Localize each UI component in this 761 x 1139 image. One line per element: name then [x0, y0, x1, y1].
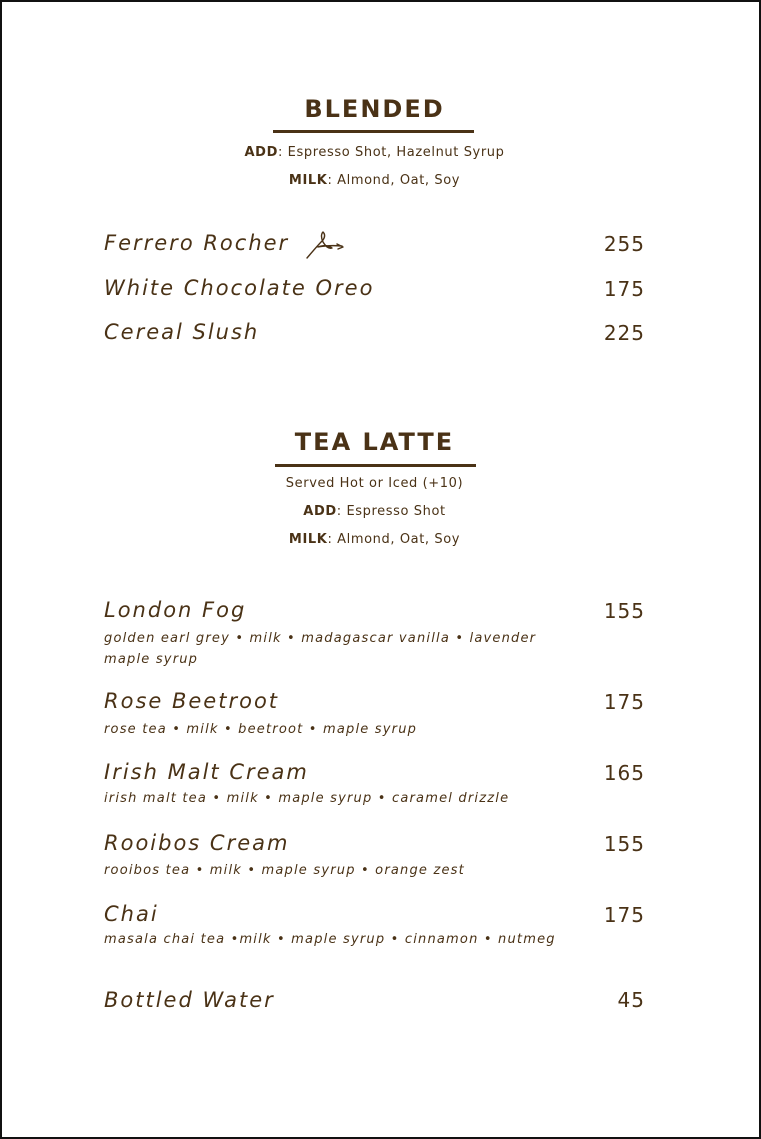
menu-item-price: 225 [603, 321, 645, 345]
menu-item-price: 155 [603, 832, 645, 856]
tea-latte-milk-note [2, 532, 747, 547]
blended-add-text: : Espresso Shot, Hazelnut Syrup [277, 145, 505, 160]
menu-item-description: rose tea • milk • beetroot • maple syrup [104, 722, 418, 737]
menu-item-price: 175 [603, 690, 645, 714]
menu-item-price: 175 [603, 903, 645, 927]
tea-latte-add-note [2, 504, 747, 519]
blended-milk-label: MILK [288, 173, 328, 188]
menu-item-name: Rooibos Cream [104, 831, 290, 855]
menu-item-price: 165 [603, 761, 645, 785]
menu-item-description: rooibos tea • milk • maple syrup • orange zest [104, 863, 465, 878]
menu-item-name: London Fog [104, 598, 247, 622]
tea-latte-add-label: ADD [303, 504, 337, 519]
blended-milk-text: : Almond, Oat, Soy [327, 173, 461, 188]
blended-section-title: BLENDED [304, 95, 445, 123]
tea-latte-milk-label: MILK [288, 532, 328, 547]
menu-item-name: White Chocolate Oreo [104, 276, 375, 300]
tea-latte-section-title: TEA LATTE [294, 428, 455, 456]
menu-item-price: 255 [603, 232, 645, 256]
blended-title-underline [273, 130, 474, 133]
tea-latte-milk-text: : Almond, Oat, Soy [327, 532, 461, 547]
menu-item-price: 175 [603, 277, 645, 301]
blended-add-note [2, 145, 747, 160]
tea-latte-title-underline [275, 464, 476, 467]
blended-add-label: ADD [244, 145, 278, 160]
menu-item-name: Cereal Slush [104, 320, 260, 344]
menu-item-name: Chai [104, 902, 159, 926]
sparkle-flourish-icon [304, 229, 346, 261]
menu-item-name: Bottled Water [104, 988, 275, 1012]
menu-item-name: Rose Beetroot [104, 689, 280, 713]
menu-item-description: irish malt tea • milk • maple syrup • caramel drizzle [104, 791, 510, 806]
menu-item-price: 45 [617, 988, 645, 1012]
menu-item-name: Ferrero Rocher [104, 231, 290, 255]
tea-latte-add-text: : Espresso Shot [336, 504, 446, 519]
menu-item-description: golden earl grey • milk • madagascar vanilla • lavender maple syrup [104, 631, 537, 667]
menu-item-price: 155 [603, 599, 645, 623]
menu-item-description: masala chai tea •milk • maple syrup • cinnamon • nutmeg [104, 932, 556, 947]
blended-milk-note [2, 173, 747, 188]
menu-item-name: Irish Malt Cream [104, 760, 309, 784]
tea-latte-served-note: Served Hot or Iced (+10) [285, 476, 464, 491]
